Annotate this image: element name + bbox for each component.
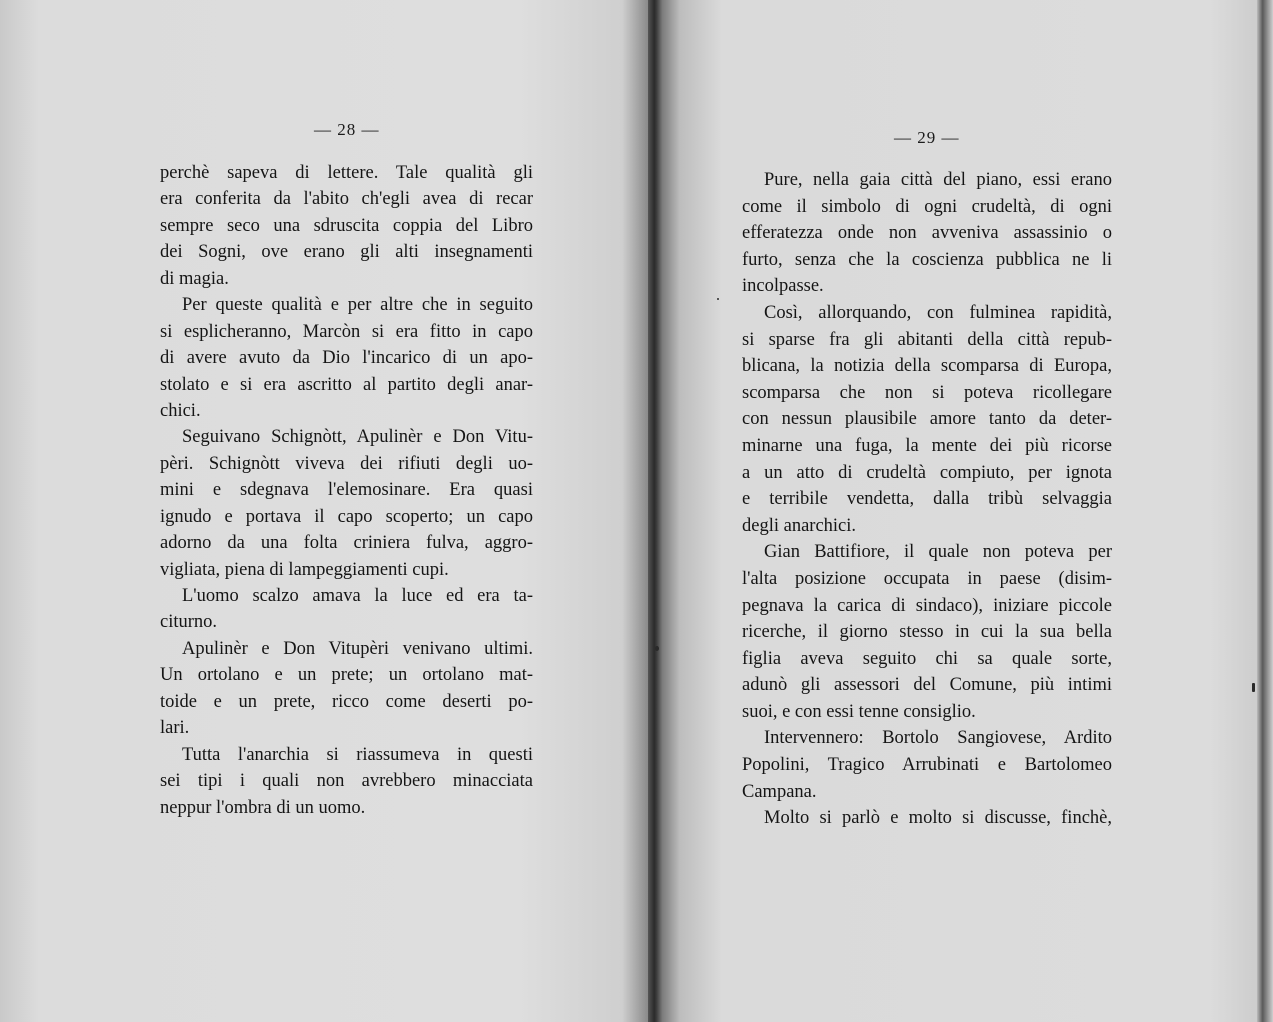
text-line: l'alta posizione occupata in paese (disim-	[742, 568, 1112, 589]
text-line: sempre seco una sdruscita coppia del Libro	[160, 215, 533, 236]
text-line: a un atto di crudeltà compiuto, per ignota	[742, 462, 1112, 483]
text-line: suoi, e con essi tenne consiglio.	[742, 701, 976, 722]
text-line: blicana, la notizia della scomparsa di Europa,	[742, 356, 1112, 377]
text-line: come il simbolo di ogni crudeltà, di ogni	[742, 196, 1112, 217]
text-line: Pure, nella gaia città del piano, essi erano	[764, 170, 1112, 190]
text-line: Molto si parlò e molto si discusse, finchè,	[764, 808, 1112, 829]
ink-speck	[717, 298, 719, 300]
text-line: vigliata, piena di lampeggiamenti cupi.	[160, 559, 449, 580]
ink-speck	[655, 646, 659, 651]
text-line: scomparsa che non si poteva ricollegare	[742, 382, 1112, 403]
text-line: minarne una fuga, la mente dei più ricorse	[742, 435, 1112, 456]
text-line: con nessun plausibile amore tanto da deter-	[742, 409, 1112, 430]
text-line: pegnava la carica di sindaco), iniziare piccole	[742, 595, 1112, 616]
text-line: Così, allorquando, con fulminea rapidità,	[764, 302, 1112, 323]
text-line: era conferita da l'abito ch'egli avea di recar	[160, 189, 533, 210]
text-line: ricerche, il giorno stesso in cui la sua bella	[742, 622, 1112, 643]
text-line: e terribile vendetta, dalla tribù selvaggia	[742, 489, 1112, 510]
text-line: efferatezza onde non avveniva assassinio o	[742, 223, 1112, 244]
text-line: Un ortolano e un prete; un ortolano mat-	[160, 665, 533, 686]
right-page	[662, 0, 1257, 1022]
text-line: citurno.	[160, 612, 218, 633]
text-line: Intervennero: Bortolo Sangiovese, Ardito	[764, 728, 1112, 749]
text-line: di magia.	[160, 268, 229, 289]
text-line: pèri. Schignòtt viveva dei rifiuti degli uo-	[160, 453, 533, 474]
text-line: toide e un prete, ricco come deserti po-	[160, 691, 533, 712]
text-line: Per queste qualità e per altre che in seguito	[182, 295, 533, 316]
page-number: — 29 —	[894, 128, 960, 147]
page-number: — 28 —	[314, 120, 380, 139]
text-line: stolato e si era ascritto al partito degli anar-	[160, 374, 533, 395]
left-page-text	[160, 160, 533, 821]
right-page-text	[742, 167, 1112, 832]
text-line: si sparse fra gli abitanti della città repub-	[742, 329, 1112, 350]
text-line: Seguivano Schignòtt, Apulinèr e Don Vitu-	[182, 427, 533, 448]
text-line: furto, senza che la coscienza pubblica ne li	[742, 249, 1112, 270]
text-line: mini e sdegnava l'elemosinare. Era quasi	[160, 480, 533, 501]
text-line: incolpasse.	[742, 276, 824, 297]
text-line: adorno da una folta criniera fulva, aggro-	[160, 533, 533, 554]
page-edge	[1257, 0, 1273, 1022]
text-line: figlia aveva seguito chi sa quale sorte,	[742, 648, 1112, 669]
text-line: lari.	[160, 718, 190, 739]
text-line: perchè sapeva di lettere. Tale qualità gli	[160, 163, 533, 183]
text-line: chici.	[160, 400, 201, 421]
text-line: di avere avuto da Dio l'incarico di un apo-	[160, 348, 533, 369]
book-gutter	[648, 0, 662, 1022]
text-line: Campana.	[742, 781, 817, 802]
text-line: Apulinèr e Don Vitupèri venivano ultimi.	[182, 638, 533, 659]
text-line: sei tipi i quali non avrebbero minacciata	[160, 771, 533, 792]
text-line: Tutta l'anarchia si riassumeva in questi	[182, 744, 533, 765]
text-line: ignudo e portava il capo scoperto; un capo	[160, 506, 533, 527]
text-line: dei Sogni, ove erano gli alti insegnamenti	[160, 242, 533, 263]
text-line: L'uomo scalzo amava la luce ed era ta-	[182, 586, 533, 606]
text-line: Gian Battifiore, il quale non poteva per	[764, 542, 1112, 563]
text-line: neppur l'ombra di un uomo.	[160, 797, 366, 818]
text-line: adunò gli assessori del Comune, più intimi	[742, 675, 1112, 696]
ink-speck	[1252, 683, 1255, 692]
text-line: degli anarchici.	[742, 515, 857, 536]
text-line: Popolini, Tragico Arrubinati e Bartolomeo	[742, 755, 1112, 776]
text-line: si esplicheranno, Marcòn si era fitto in capo	[160, 321, 533, 342]
